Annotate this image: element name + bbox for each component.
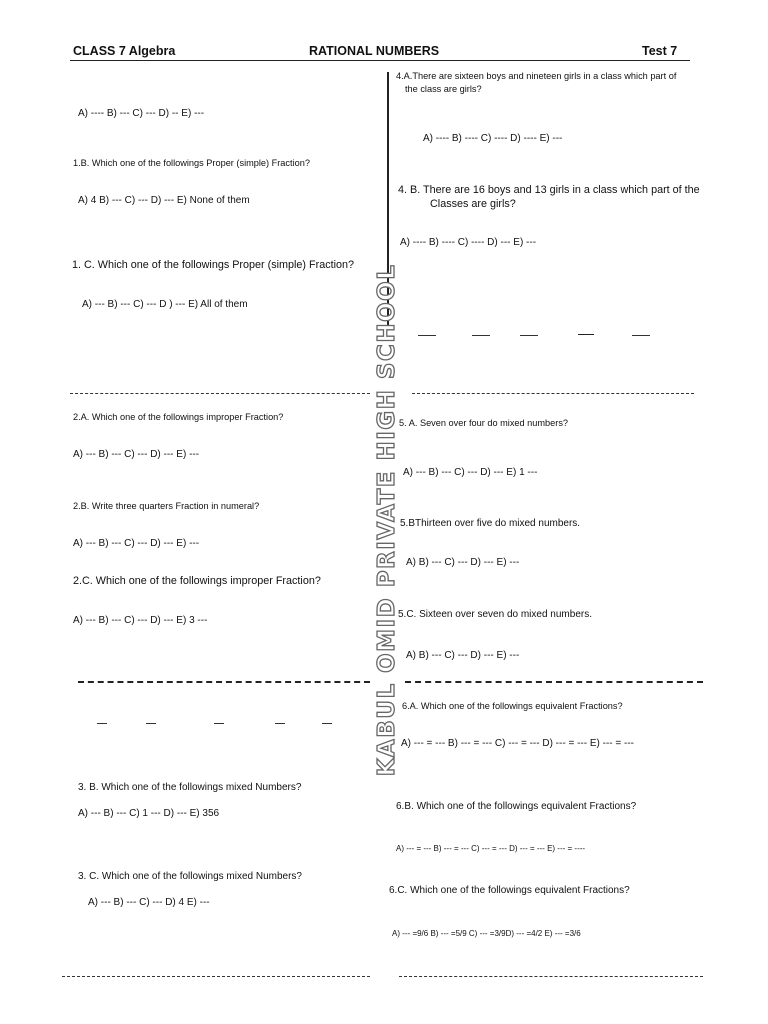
q2a-question: 2.A. Which one of the followings improper Fraction? bbox=[73, 412, 284, 422]
q4b-options: A) ---- B) ---- C) ---- D) --- E) --- bbox=[400, 237, 537, 248]
answer-blank bbox=[472, 335, 490, 336]
q4a-question-line2: the class are girls? bbox=[405, 84, 482, 94]
section-divider bbox=[78, 681, 370, 683]
answer-blank bbox=[97, 723, 107, 724]
answer-blank bbox=[214, 723, 224, 724]
section-divider bbox=[412, 393, 694, 394]
q2b-options: A) --- B) --- C) --- D) --- E) --- bbox=[73, 538, 200, 549]
q1b-question: 1.B. Which one of the followings Proper (simple) Fraction? bbox=[73, 158, 310, 168]
q6a-options: A) --- = --- B) --- = --- C) --- = --- D) --- = --- E) --- = --- bbox=[401, 738, 634, 749]
q1b-options: A) 4 B) --- C) --- D) --- E) None of them bbox=[78, 195, 250, 206]
q3b-options: A) --- B) --- C) 1 --- D) --- E) 356 bbox=[78, 808, 220, 819]
section-divider bbox=[70, 393, 370, 394]
answer-blank bbox=[520, 335, 538, 336]
header-rule bbox=[70, 60, 690, 61]
section-divider bbox=[62, 976, 370, 977]
header-test: Test 7 bbox=[642, 44, 678, 58]
q5a-question: 5. A. Seven over four do mixed numbers? bbox=[399, 418, 569, 428]
q2a-options: A) --- B) --- C) --- D) --- E) --- bbox=[73, 449, 200, 460]
answer-blank bbox=[275, 723, 285, 724]
q4a-options: A) ---- B) ---- C) ---- D) ---- E) --- bbox=[423, 133, 563, 144]
q4a-question-line1: 4.A.There are sixteen boys and nineteen girls in a class which part of bbox=[396, 71, 677, 81]
q2b-question: 2.B. Write three quarters Fraction in numeral? bbox=[73, 501, 260, 511]
section-divider bbox=[405, 681, 703, 683]
answer-blank bbox=[632, 335, 650, 336]
q6c-question: 6.C. Which one of the followings equivalent Fractions? bbox=[389, 885, 630, 896]
q4b-question-line2: Classes are girls? bbox=[430, 198, 516, 210]
q1a-options: A) ---- B) --- C) --- D) -- E) --- bbox=[78, 108, 205, 119]
q6a-question: 6.A. Which one of the followings equivalent Fractions? bbox=[402, 701, 623, 711]
header-title: RATIONAL NUMBERS bbox=[309, 44, 440, 58]
q3c-question: 3. C. Which one of the followings mixed Numbers? bbox=[78, 871, 302, 882]
q5c-question: 5.C. Sixteen over seven do mixed numbers. bbox=[398, 609, 592, 620]
answer-blank bbox=[322, 723, 332, 724]
q1c-options: A) --- B) --- C) --- D ) --- E) All of them bbox=[82, 299, 248, 310]
q2c-question: 2.C. Which one of the followings improper Fraction? bbox=[73, 575, 321, 587]
q5a-options: A) --- B) --- C) --- D) --- E) 1 --- bbox=[403, 467, 538, 478]
answer-blank bbox=[146, 723, 156, 724]
q3b-question: 3. B. Which one of the followings mixed Numbers? bbox=[78, 782, 302, 793]
section-divider bbox=[399, 976, 703, 977]
q6c-options: A) --- =9/6 B) --- =5/9 C) --- =3/9D) --- =4/2 E) --- =3/6 bbox=[392, 929, 581, 938]
answer-blank bbox=[418, 335, 436, 336]
q6b-options: A) --- = --- B) --- = --- C) --- = --- D) --- = --- E) --- = ---- bbox=[396, 844, 586, 853]
q1c-question: 1. C. Which one of the followings Proper (simple) Fraction? bbox=[72, 259, 355, 271]
q2c-options: A) --- B) --- C) --- D) --- E) 3 --- bbox=[73, 615, 208, 626]
header-class: CLASS 7 Algebra bbox=[73, 44, 176, 58]
q6b-question: 6.B. Which one of the followings equivalent Fractions? bbox=[396, 801, 637, 812]
q4b-question-line1: 4. B. There are 16 boys and 13 girls in a class which part of the bbox=[398, 184, 700, 196]
q5b-question: 5.BThirteen over five do mixed numbers. bbox=[400, 518, 581, 529]
q3c-options: A) --- B) --- C) --- D) 4 E) --- bbox=[88, 897, 210, 908]
q5b-options: A) B) --- C) --- D) --- E) --- bbox=[406, 557, 520, 568]
answer-blank bbox=[578, 334, 594, 335]
q5c-options: A) B) --- C) --- D) --- E) --- bbox=[406, 650, 520, 661]
